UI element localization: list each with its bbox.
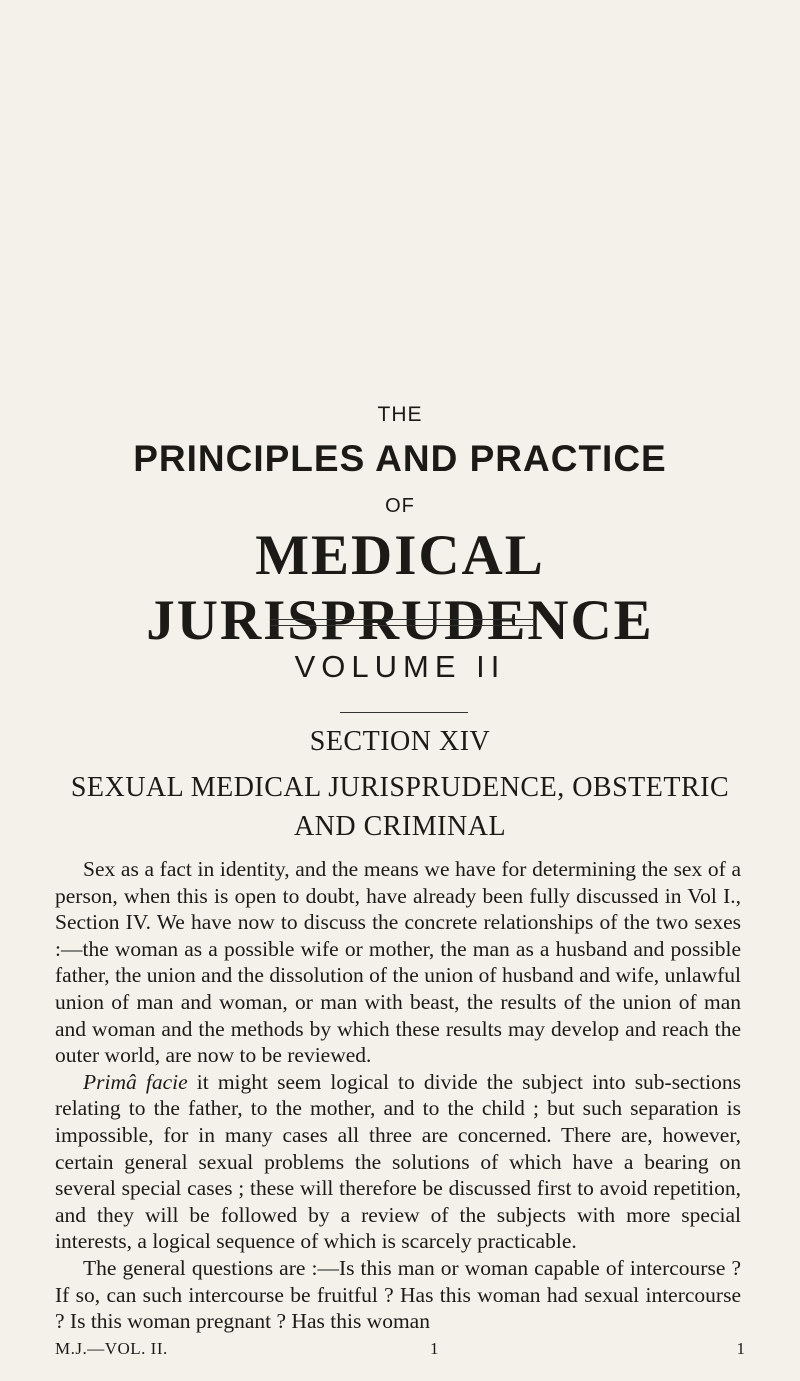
page-footer	[55, 1339, 745, 1361]
signature-mark: M.J.—VOL. II.	[55, 1339, 168, 1358]
sheet-mark: 1	[430, 1339, 439, 1358]
title-medical-jurisprudence: MEDICAL JURISPRUDENCE	[146, 524, 654, 652]
title-the: THE	[377, 403, 423, 426]
paragraph-2	[55, 1069, 741, 1255]
paragraph-1: Sex as a fact in identity, and the means we have for determining the sex of a person, when this is open to doubt, have already been fully discussed in Vol I., Section IV. We have now to discuss the concrete relationships of the two sexes :—the woman as a possible wife or mother, the man as a husband and possible father, the union and the dissolution of the union of husband and wife, unlawful union of man and woman, or man with beast, the results of the union of man and woman and the methods by which these results may develop and reach the outer world, are now to be reviewed.	[55, 857, 741, 1068]
title-of: OF	[385, 495, 415, 517]
double-rule-divider	[271, 619, 535, 626]
section-heading: SECTION XIV	[309, 726, 491, 757]
subject-heading-line2: AND CRIMINAL	[293, 811, 507, 842]
paragraph-2-text: it might seem logical to divide the subject into sub-sections relating to the father, to the mother, and to the child ; but such separation is impossible, for in many cases all three are concerned. There are, however, certain general sexual problems the solutions of which have a bearing on several special cases ; these will therefore be discussed first to avoid repetition, and they will be followed by a review of the subjects with more special interests, a logical sequence of which is scarcely practicable.	[55, 1069, 741, 1254]
short-rule-divider	[340, 712, 468, 713]
volume-heading: VOLUME II	[294, 649, 506, 684]
subject-heading-line1: SEXUAL MEDICAL JURISPRUDENCE, OBSTETRIC	[70, 772, 730, 803]
body-text	[55, 856, 741, 1335]
title-principles-and-practice: PRINCIPLES AND PRACTICE	[133, 438, 667, 479]
paragraph-3: The general questions are :—Is this man or woman capable of intercourse ? If so, can such intercourse be fruitful ? Has this woman had sexual intercourse ? Is this woman pregnant ? Has this woman	[55, 1255, 741, 1334]
page-number: 1	[736, 1339, 745, 1358]
italic-phrase: Primâ facie	[83, 1069, 188, 1094]
